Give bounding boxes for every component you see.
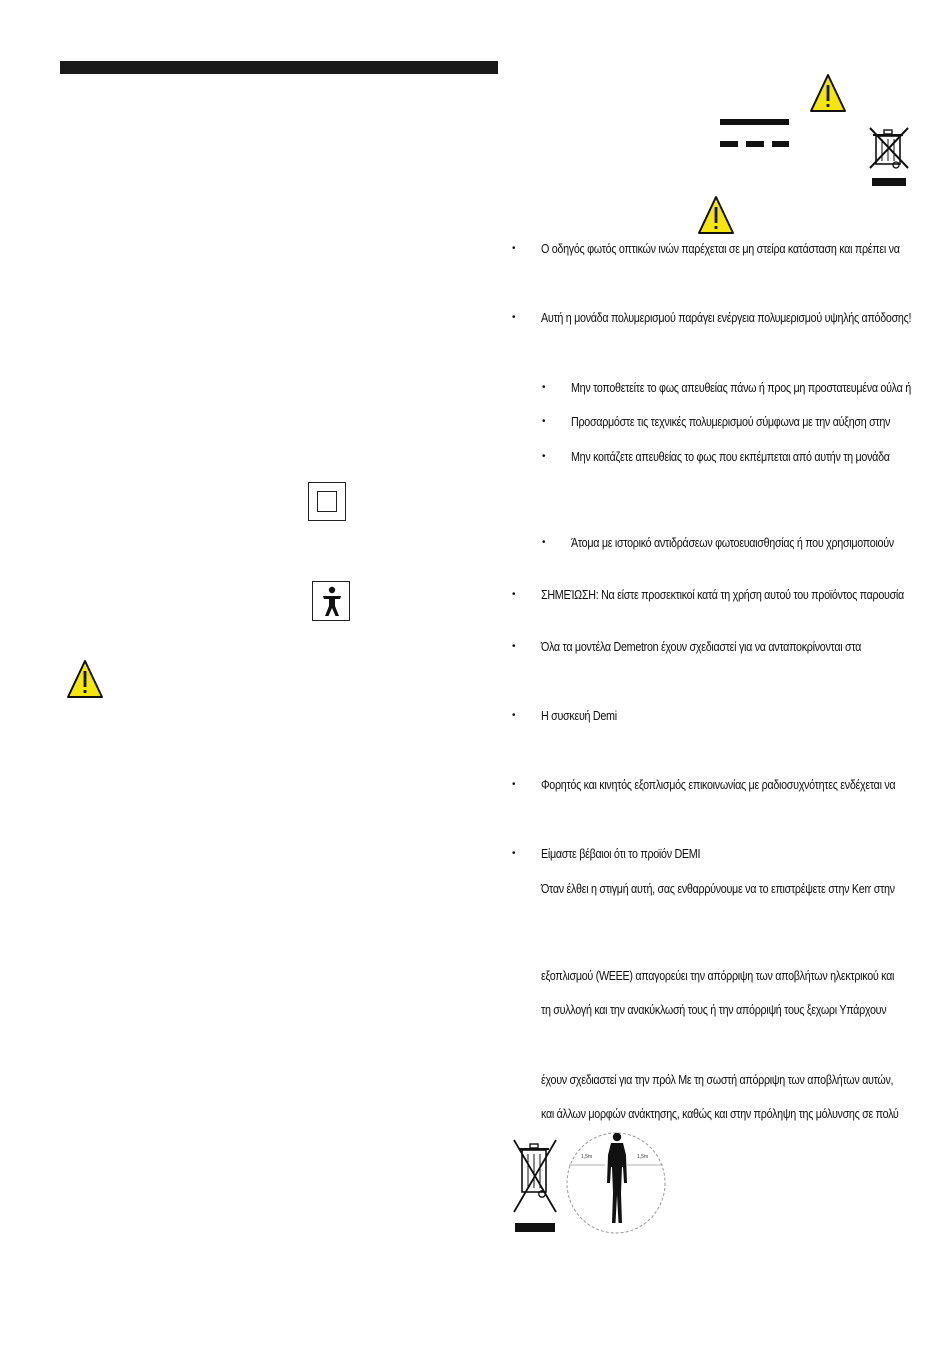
list-item: Είμαστε βέβαιοι ότι το προϊόν DEMI [541, 847, 701, 861]
bullet-marker: • [542, 382, 546, 393]
paragraph-line: εξοπλισμού (WEEE) απαγορεύει την απόρριψη των αποβλήτων ηλεκτρικού και [541, 969, 895, 983]
bullet-marker: • [512, 589, 516, 600]
bullet-marker: • [542, 416, 546, 427]
type-b-applied-part-icon [312, 581, 350, 621]
list-item: Όλα τα μοντέλα Demetron έχουν σχεδιαστεί για να ανταποκρίνονται στα [541, 640, 862, 654]
bullet-marker: • [512, 243, 516, 254]
list-item: ΣΗΜΕΊΩΣΗ: Να είστε προσεκτικοί κατά τη χρήση αυτού του προϊόντος παρουσία [541, 588, 904, 602]
bullet-marker: • [512, 641, 516, 652]
bullet-marker: • [512, 848, 516, 859]
double-insulation-icon [308, 482, 346, 521]
list-item: Φορητός και κινητός εξοπλισμός επικοινωνίας με ραδιοσυχνότητες ενδέχεται να [541, 778, 896, 792]
warning-triangle-icon [809, 73, 847, 113]
distance-label-right: 1,5m [637, 1154, 649, 1160]
list-item: Προσαρμόστε τις τεχνικές πολυμερισμού σύμφωνα με την αύξηση στην [571, 415, 891, 429]
distance-label-left: 1,5m [581, 1154, 593, 1160]
list-item: Μην τοποθετείτε το φως απευθείας πάνω ή προς μη προστατευμένα ούλα ή [571, 381, 911, 395]
list-item: Ο οδηγός φωτός οπτικών ινών παρέχεται σε μη στείρα κατάσταση και πρέπει να [541, 242, 900, 256]
list-item: Η συσκευή Demi [541, 709, 617, 723]
bullet-marker: • [542, 451, 546, 462]
bullet-marker: • [512, 779, 516, 790]
crossed-out-bin-icon [512, 1136, 558, 1234]
paragraph-line: έχουν σχεδιαστεί για την πρόλ Με τη σωστή απόρριψη των αποβλήτων αυτών, [541, 1073, 894, 1087]
person-silhouette-icon [607, 1133, 627, 1223]
direct-current-icon [720, 119, 790, 151]
section-header-bar [60, 61, 498, 74]
crossed-out-bin-icon [866, 124, 912, 188]
bullet-marker: • [512, 312, 516, 323]
bullet-marker: • [512, 710, 516, 721]
proximity-diagram [565, 1131, 667, 1235]
list-item: Άτομα με ιστορικό αντιδράσεων φωτοευαισθησίας ή που χρησιμοποιούν [571, 536, 894, 550]
paragraph-line: και άλλων μορφών ανάκτησης, καθώς και στην πρόληψη της μόλυνσης σε πολύ [541, 1107, 899, 1121]
warning-triangle-icon [66, 659, 104, 699]
list-item: Μην κοιτάζετε απευθείας το φως που εκπέμπεται από αυτήν τη μονάδα [571, 450, 890, 464]
paragraph-line: τη συλλογή και την ανακύκλωσή τους ή την απόρριψή τους ξεχωρι Υπάρχουν [541, 1003, 887, 1017]
list-item: Αυτή η μονάδα πολυμερισμού παράγει ενέργεια πολυμερισμού υψηλής απόδοσης! [541, 311, 912, 325]
bullet-marker: • [542, 537, 546, 548]
warning-triangle-icon [697, 195, 735, 235]
paragraph-line: Όταν έλθει η στιγμή αυτή, σας ενθαρρύνουμε να το επιστρέψετε στην Kerr στην [541, 882, 895, 896]
